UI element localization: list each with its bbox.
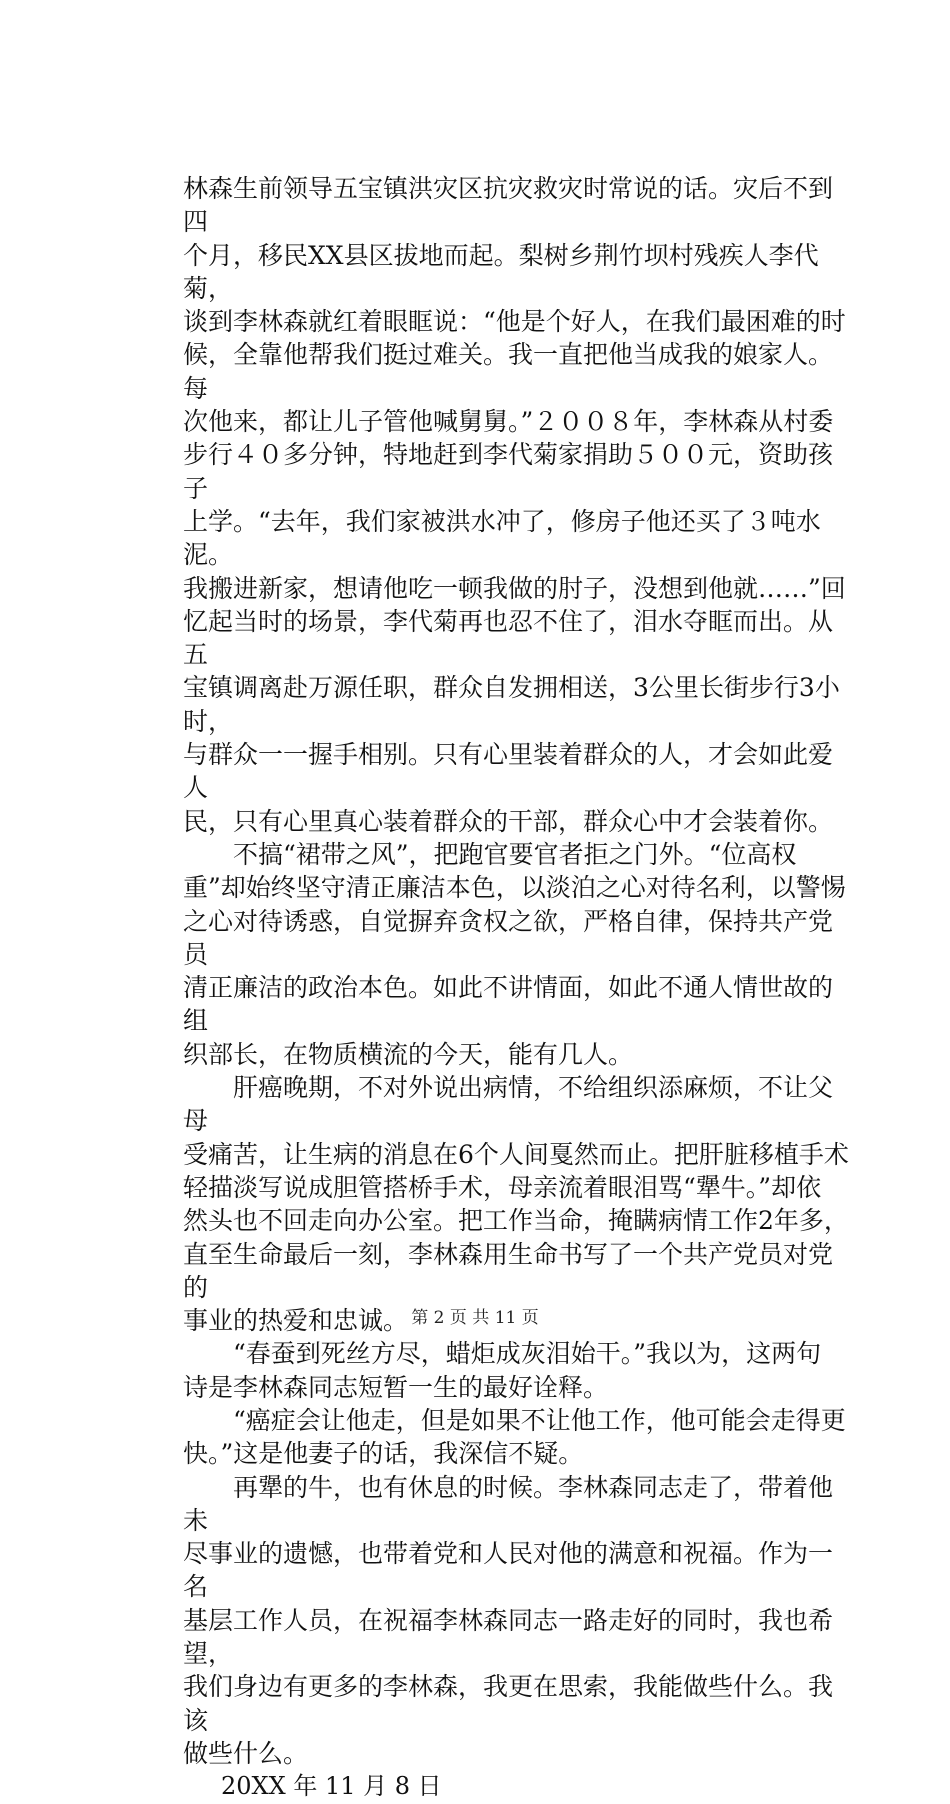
- paragraph-4: “春蚕到死丝方尽，蜡炬成灰泪始干。”我以为，这两句 诗是李林森同志短暂一生的最好诠释。: [183, 1339, 822, 1402]
- document-body: [183, 172, 853, 1804]
- page-number-footer: 第 2 页 共 11 页: [411, 1308, 539, 1328]
- paragraph-2: 不搞“裙带之风”，把跑官要官者拒之门外。“位高权 重”却始终坚守清正廉洁本色，以淡泊之心对待名利，以警惕 之心对待诱惑，自觉摒弃贪权之欲，严格自律，保持共产党员 清正廉洁的政治本色。如此不讲情面，如此不通人情世故的组 织部长，在物质横流的今天，能有几人。: [183, 839, 846, 1069]
- paragraph-3: 肝癌晚期，不对外说出病情，不给组织添麻烦，不让父母 受痛苦，让生病的消息在6个人间戛然而止。把肝脏移植手术 轻描淡写说成胆管搭桥手术，母亲流着眼泪骂“犟牛。”却依 然头也不回走向办公室。把工作当命，掩瞒病情工作2年多， 直至生命最后一刻，李林森用生命书写了一个共产党员对党的 事业的热爱和忠诚。: [183, 1073, 849, 1336]
- paragraph-6: 再犟的牛，也有休息的时候。李林森同志走了，带着他未 尽事业的遗憾，也带着党和人民对他的满意和祝福。作为一名 基层工作人员，在祝福李林森同志一路走好的同时，我也希望， 我们身边有更多的李林森，我更在思索，我能做些什么。我该 做些什么。: [183, 1472, 834, 1768]
- paragraph-5: “癌症会让他走，但是如果不让他工作，他可能会走得更 快。”这是他妻子的话，我深信不疑。: [183, 1405, 846, 1469]
- document-date: 20XX 年 11 月 8 日: [221, 1772, 442, 1801]
- paragraph-1: 林森生前领导五宝镇洪灾区抗灾救灾时常说的话。灾后不到四 个月，移民XX县区拔地而起。梨树乡荆竹坝村残疾人李代菊， 谈到李林森就红着眼眶说：“他是个好人，在我们最困难的时 候，全靠他帮我们挺过难关。我一直把他当成我的娘家人。每 次他来，都让儿子管他喊舅舅。”２００８年，李林森从村委 步行４０多分钟，特地赶到李代菊家捐助５００元，资助孩子 上学。“去年，我们家被洪水冲了，修房子他还买了３吨水泥。 我搬进新家，想请他吃一顿我做的肘子，没想到他就……”回 忆起当时的场景，李代菊再也忍不住了，泪水夺眶而出。从五 宝镇调离赴万源任职，群众自发拥相送，3公里长街步行3小时， 与群众一一握手相别。只有心里装着群众的人，才会如此爱人 民，只有心里真心装着群众的干部，群众心中才会装着你。: [183, 174, 846, 836]
